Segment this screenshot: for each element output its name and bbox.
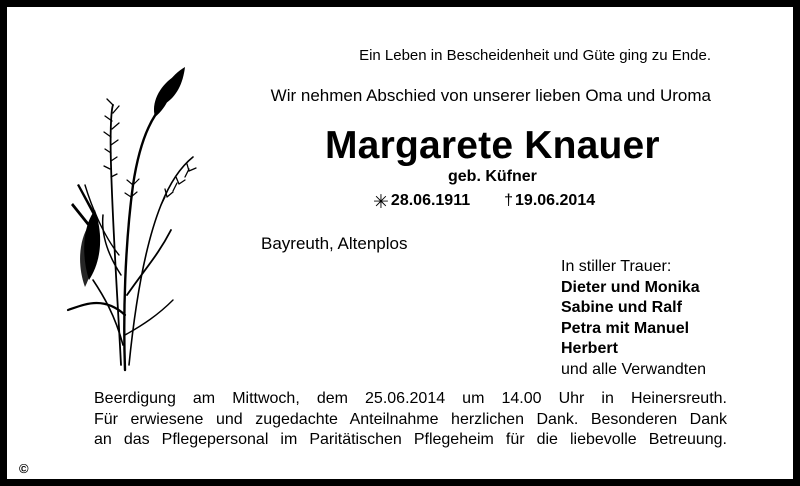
mourners-closing: und alle Verwandten xyxy=(561,360,706,378)
birth-date: 28.06.1911 xyxy=(390,192,471,209)
mourner-name: Petra mit Manuel xyxy=(561,319,690,337)
wheat-grass-icon xyxy=(63,65,213,375)
death-date-group xyxy=(504,192,595,210)
funeral-line: an das Pflegepersonal im Paritätischen Pflegeheim für die liebevolle Betreuung. xyxy=(94,431,727,448)
place-text: Bayreuth, Altenplos xyxy=(261,234,408,253)
death-cross-icon: † xyxy=(504,192,514,209)
birth-star-icon: ✳ xyxy=(373,191,389,213)
funeral-line: Beerdigung am Mittwoch, dem 25.06.2014 um 14.00 Uhr in Heinersreuth. xyxy=(94,390,727,407)
death-date: 19.06.2014 xyxy=(515,192,596,209)
life-dates xyxy=(373,190,595,212)
maiden-name: geb. Küfner xyxy=(448,168,537,185)
copyright-mark: © xyxy=(19,461,29,476)
deceased-name: Margarete Knauer xyxy=(325,124,660,167)
motto-text: Ein Leben in Bescheidenheit und Güte ging zu Ende. xyxy=(359,47,711,64)
mourner-name: Dieter und Monika xyxy=(561,278,700,296)
funeral-info xyxy=(94,389,727,451)
farewell-text: Wir nehmen Abschied von unserer lieben Oma und Uroma xyxy=(270,86,711,105)
funeral-line: Für erwiesene und zugedachte Anteilnahme herzlichen Dank. Besonderen Dank xyxy=(94,410,727,428)
mourner-name: Herbert xyxy=(561,340,618,357)
mourners-intro: In stiller Trauer: xyxy=(561,258,672,275)
mourners-block xyxy=(561,257,706,380)
mourner-name: Sabine und Ralf xyxy=(561,299,682,316)
